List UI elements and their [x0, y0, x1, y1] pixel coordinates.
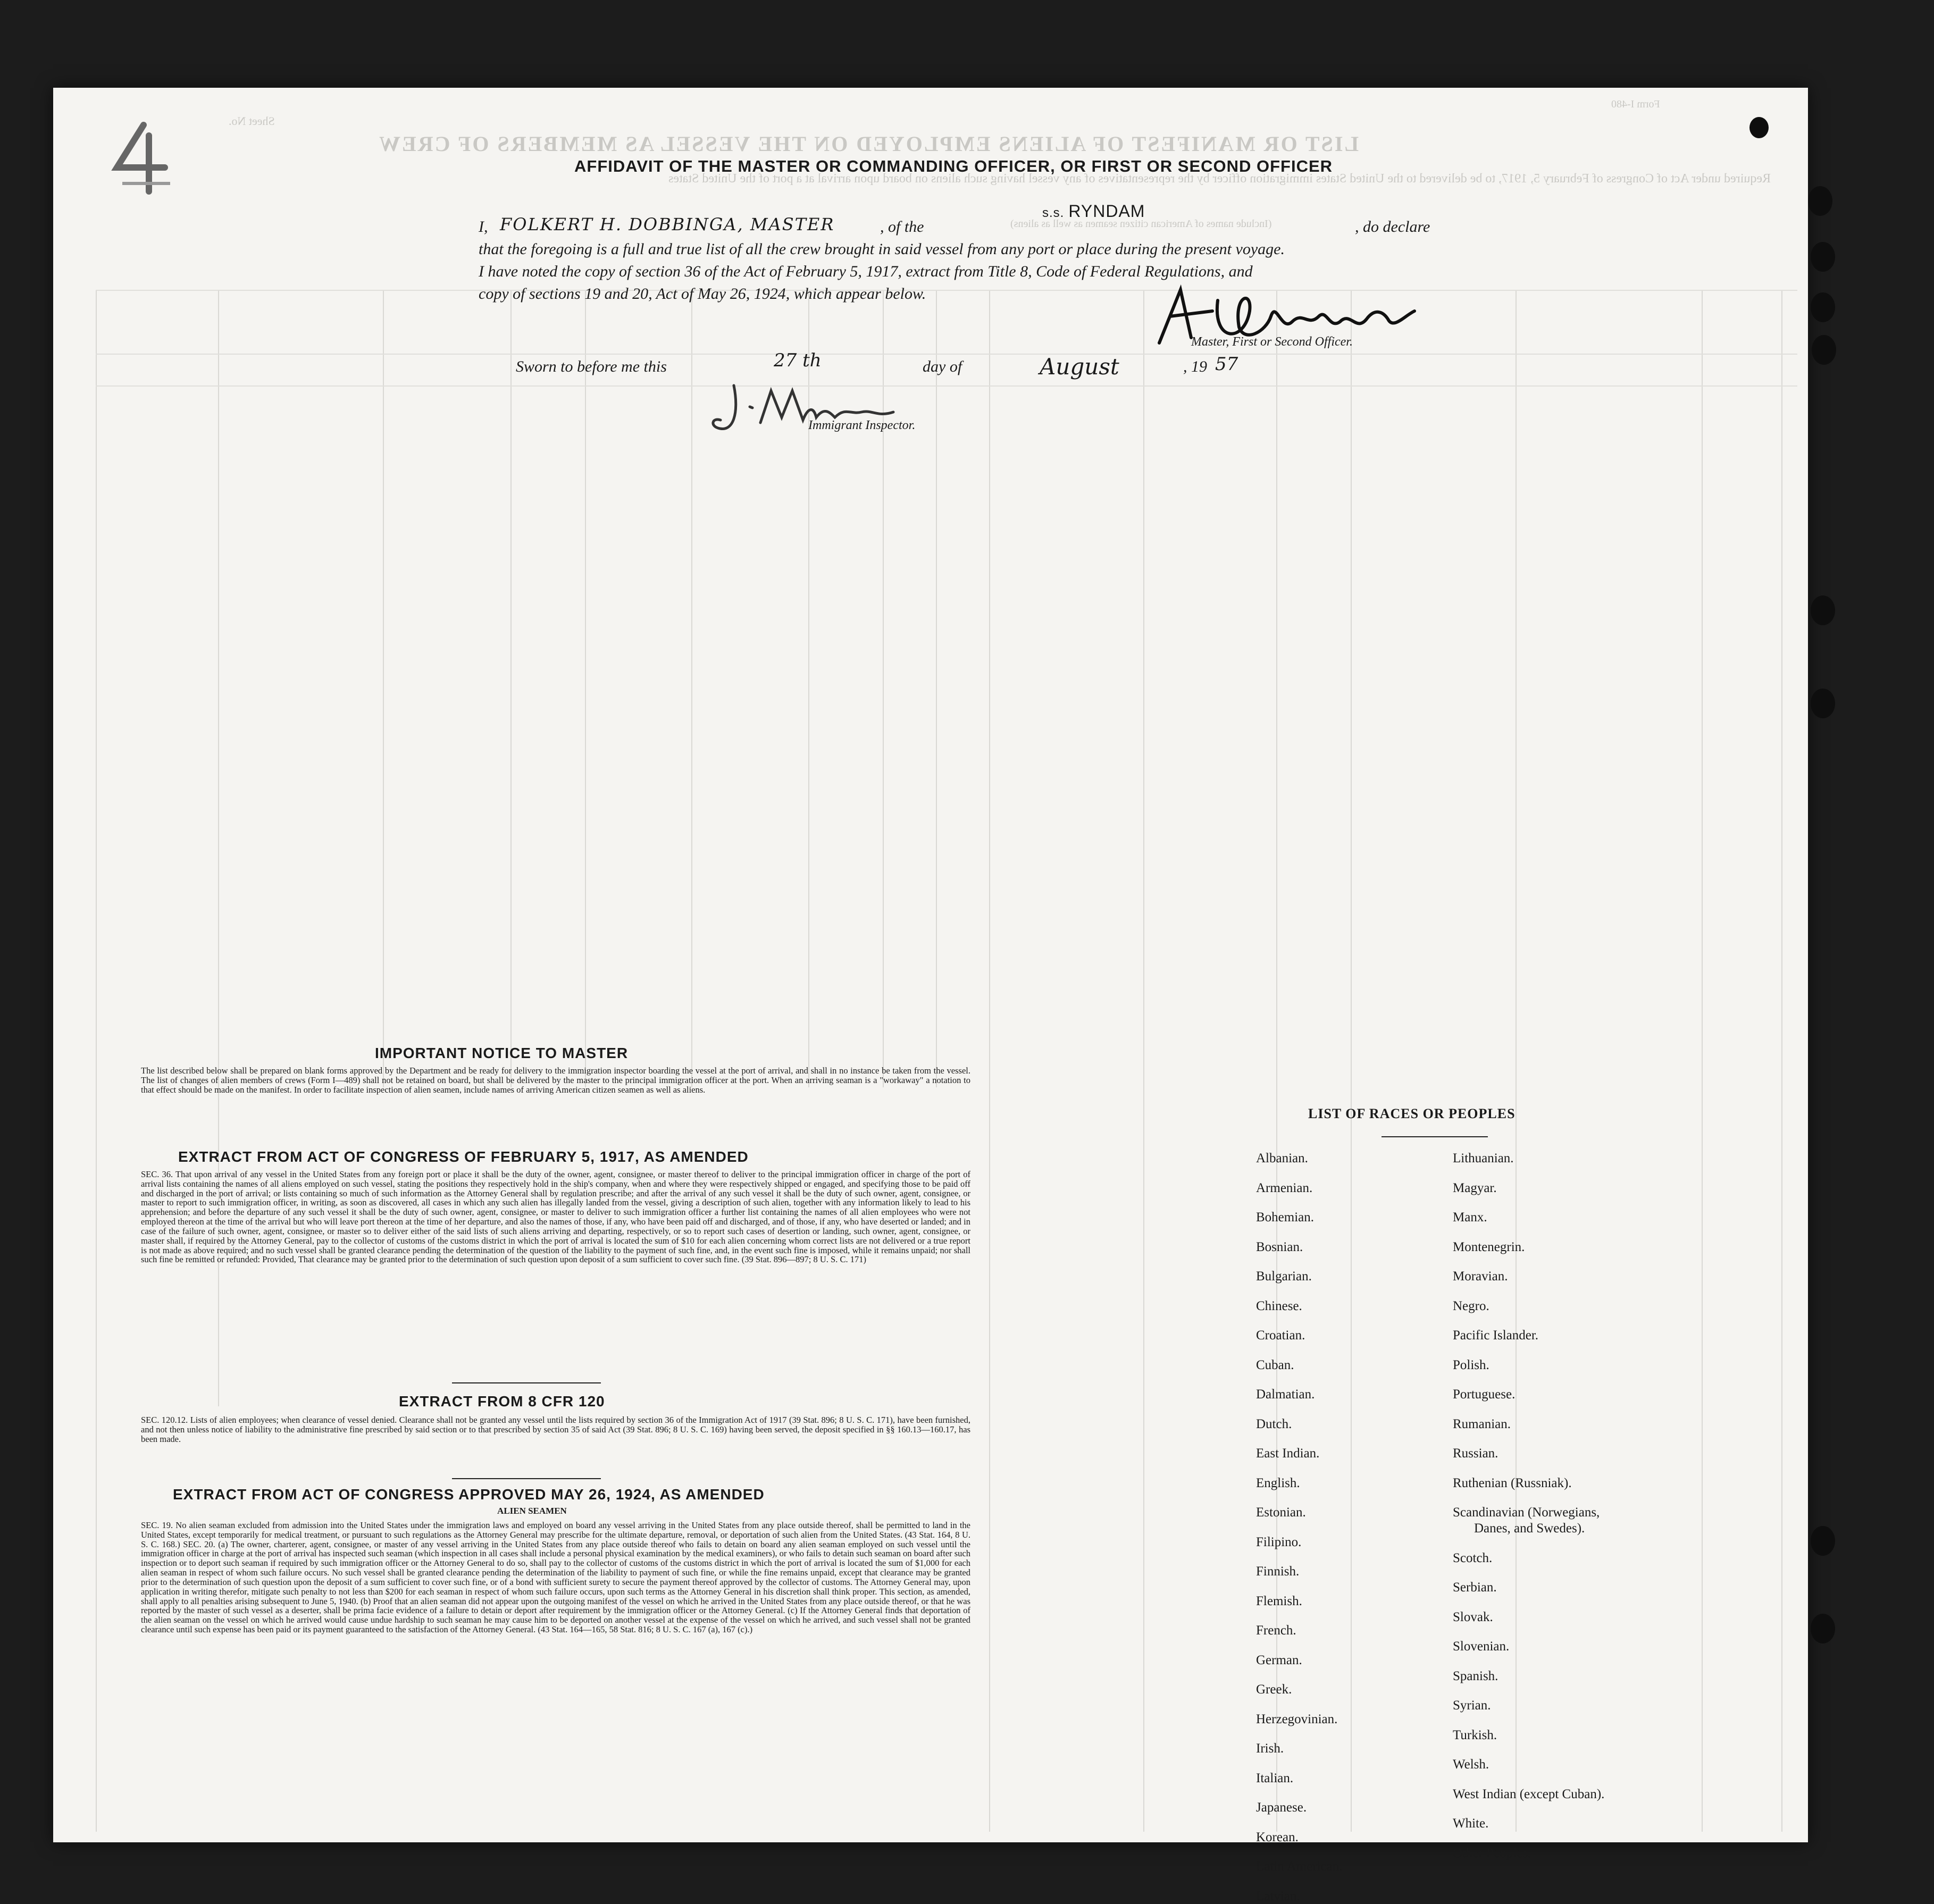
- binder-hole: [1811, 292, 1835, 322]
- race-item: Ruthenian (Russniak).: [1453, 1475, 1572, 1490]
- sworn-label: Sworn to before me this: [516, 358, 667, 375]
- race-item: Korean.: [1256, 1830, 1299, 1844]
- divider-rule: [452, 1478, 601, 1479]
- race-item: Magyar.: [1453, 1180, 1497, 1195]
- notice-title: IMPORTANT NOTICE TO MASTER: [375, 1045, 629, 1061]
- race-item: Flemish.: [1256, 1593, 1302, 1608]
- vessel-name-value: RYNDAM: [1068, 202, 1145, 221]
- extract-1924-subtitle: ALIEN SEAMEN: [497, 1506, 567, 1516]
- race-item: Latvian.: [1256, 1889, 1300, 1903]
- binder-hole: [1808, 186, 1832, 216]
- year-suffix: 57: [1215, 354, 1238, 375]
- vessel-name: [1042, 202, 1145, 221]
- race-item: Irish.: [1256, 1741, 1284, 1756]
- race-item: Slovenian.: [1453, 1639, 1510, 1654]
- manifest-sheet: [53, 88, 1808, 1903]
- race-item: Polish.: [1453, 1357, 1489, 1372]
- bleed-required-text: Required under Act of Congress of February 5, 1917, to be delivered to the United States immigration officer by the representatives of any vessel having such aliens on board upon arrival at a port of the United States: [668, 172, 1771, 186]
- race-item: Bulgarian.: [1256, 1269, 1312, 1284]
- race-item: Latin American.: [1256, 1859, 1343, 1874]
- race-item: Armenian.: [1256, 1180, 1313, 1195]
- affidavit-line1-pre: I,: [479, 218, 488, 236]
- extract-1917-title: EXTRACT FROM ACT OF CONGRESS OF FEBRUARY 5, 1917, AS AMENDED: [178, 1148, 749, 1165]
- race-item: Portuguese.: [1453, 1387, 1516, 1402]
- race-item: Welsh.: [1453, 1757, 1489, 1772]
- race-item: Pacific Islander.: [1453, 1328, 1539, 1343]
- race-item: Dutch.: [1256, 1416, 1292, 1431]
- affidavit-title: AFFIDAVIT OF THE MASTER OR COMMANDING OFFICER, OR FIRST OR SECOND OFFICER: [574, 157, 1333, 175]
- race-item: Montenegrin.: [1453, 1239, 1525, 1254]
- race-item: Danes, and Swedes).: [1474, 1521, 1585, 1536]
- race-item: Filipino.: [1256, 1534, 1302, 1549]
- race-item: Dalmatian.: [1256, 1387, 1315, 1402]
- race-item: Spanish.: [1453, 1668, 1498, 1683]
- bleed-sheet-no: Sheet No.: [229, 114, 275, 128]
- race-item: Negro.: [1453, 1298, 1489, 1313]
- divider-rule: [452, 1382, 601, 1383]
- master-caption: Master, First or Second Officer.: [1191, 335, 1353, 349]
- bleed-names-note: (Include names of American citizen seamen as well as aliens): [1010, 218, 1272, 230]
- binder-hole: [1811, 595, 1835, 625]
- race-item: West Indian (except Cuban).: [1453, 1786, 1605, 1801]
- race-item: Russian.: [1453, 1446, 1498, 1461]
- race-item: Slovak.: [1453, 1609, 1493, 1624]
- affidavit-line2: that the foregoing is a full and true list of all the crew brought in said vessel from any port or place during the present voyage.: [479, 240, 1285, 258]
- day-of-label: day of: [923, 358, 962, 375]
- extract-1924-body: SEC. 19. No alien seaman excluded from admission into the United States under the immigration laws and employed on board any vessel arriving in the United States from any place outside thereof, shall be permitted to land in the United States, except temporarily for medical treatment, or pursuant to such regulations as the Attorney General may prescribe for the ultimate departure, removal, or deportation of such alien from the United States. (43 Stat. 164, 8 U. S. C. 168.) SEC. 20. (a) The owner, charterer, agent, consignee, or master of any vessel arriving in the United States from any place outside thereof who fails to detain on board any alien seaman employed on such vessel until the immigration officer in charge at the port of arrival has inspected such seaman (which inspection in all cases shall include a personal physical examination by the medical examiners), or who fails to detain such seaman on board after such inspection or to deport such seaman if required by such immigration officer or the Attorney General to do so, shall pay to the collector of customs of the customs district in which the port of arrival is located the sum of $1,000 for each alien seaman in respect of whom such failure occurs. No such vessel shall be granted clearance pending the determination of the liability to payment of such fine, or while the fine remains unpaid, except that clearance may be granted prior to the determination of such question upon the deposit of a sum sufficient to cover such fine, or of a bond with sufficient surety to secure the payment thereof approved by the collector of customs. The Attorney General may, upon application in writing therefor, mitigate such penalty to not less than $200 for each seaman in respect of whom such failure occurs, upon such terms as the Attorney General in his discretion shall think proper. This section, as amended, shall apply to all penalties arising subsequent to June 5, 1940. (b) Proof that an alien seaman did not appear upon the outgoing manifest of the vessel on which he arrived in the United States from any place outside thereof, or that he was reported by the master of such vessel as a deserter, shall be prima facie evidence of a failure to detain or deport after requirement by the immigration officer or the Attorney General. (c) If the Attorney General finds that deportation of the alien seaman on the vessel on which he arrived would cause undue hardship to such seaman he may cause him to be deported on another vessel at the expense of the vessel on which he arrived, and such vessel shall not be granted clearance until such expense has been paid or its payment guaranteed to the satisfaction of the Attorney General. (43 Stat. 164—165, 58 Stat. 816; 8 U. S. C. 167 (a), 167 (c).): [141, 1520, 970, 1634]
- binder-hole: [1811, 689, 1835, 718]
- race-item: Manx.: [1453, 1210, 1487, 1224]
- binder-hole: [1749, 117, 1769, 138]
- race-item: Rumanian.: [1453, 1416, 1511, 1431]
- binder-hole: [1811, 1526, 1835, 1556]
- race-item: Albanian.: [1256, 1151, 1308, 1165]
- race-item: Serbian.: [1453, 1580, 1497, 1595]
- affidavit-line4: copy of sections 19 and 20, Act of May 26, 1924, which appear below.: [479, 285, 926, 303]
- year-prefix: , 19: [1183, 358, 1207, 375]
- affidavit-line3: I have noted the copy of section 36 of the Act of February 5, 1917, extract from Title 8, Code of Federal Regulations, and: [479, 263, 1253, 280]
- race-item: Cuban.: [1256, 1357, 1294, 1372]
- sworn-month: August: [1040, 354, 1119, 380]
- race-item: East Indian.: [1256, 1446, 1320, 1461]
- sheet-number-stamp: [106, 120, 175, 194]
- extract-cfr-body: SEC. 120.12. Lists of alien employees; when clearance of vessel denied. Clearance shall not be granted any vessel until the lists required by section 36 of the Immigration Act of 1917 (39 Stat. 896; 8 U. S. C. 171), have been furnished, and not then unless notice of liability to the administrative fine prescribed by said section or to that prescribed by section 35 of said Act (39 Stat. 896; 8 U. S. C. 169) having been served, the deposit specified in §§ 160.13—160.17, has been made.: [141, 1415, 970, 1444]
- race-item: Other Peoples.: [1453, 1846, 1531, 1860]
- race-item: White.: [1453, 1816, 1489, 1831]
- races-title-rule: [1382, 1136, 1488, 1137]
- bleed-form-no: Form I-480: [1611, 98, 1660, 110]
- race-item: Italian.: [1256, 1771, 1294, 1785]
- races-title: LIST OF RACES OR PEOPLES: [1308, 1106, 1516, 1121]
- master-name: FOLKERT H. DOBBINGA, MASTER: [500, 214, 835, 234]
- inspector-signature: [702, 375, 968, 444]
- race-item: Japanese.: [1256, 1800, 1307, 1815]
- bleed-list-title: LIST OR MANIFEST OF ALIENS EMPLOYED ON THE VESSEL AS MEMBERS OF CREW: [378, 132, 1359, 156]
- race-item: Moravian.: [1453, 1269, 1508, 1284]
- sworn-day: 27 th: [774, 350, 822, 371]
- race-item: French.: [1256, 1623, 1296, 1638]
- binder-hole: [1811, 1614, 1835, 1643]
- race-item: Bosnian.: [1256, 1239, 1303, 1254]
- race-item: Turkish.: [1453, 1727, 1497, 1742]
- race-item: German.: [1256, 1653, 1302, 1667]
- race-item: Bohemian.: [1256, 1210, 1315, 1224]
- race-item: Finnish.: [1256, 1564, 1300, 1579]
- race-item: Estonian.: [1256, 1505, 1306, 1520]
- race-item: Herzegovinian.: [1256, 1712, 1338, 1726]
- affidavit-line1-mid: , of the: [880, 218, 924, 236]
- race-item: Lithuanian.: [1453, 1151, 1514, 1165]
- inspector-caption: Immigrant Inspector.: [808, 418, 916, 432]
- extract-1917-body: SEC. 36. That upon arrival of any vessel in the United States from any foreign port or place it shall be the duty of the owner, agent, consignee, or master thereof to deliver to the principal immigration officer in charge of the port of arrival lists containing the names of all aliens employed on such vessel, stating the positions they respectively hold in the ship's company, when and where they were respectively shipped or engaged, and specifying those to be paid off and discharged in the port of arrival; or lists containing so much of such information as the Attorney General shall by regulation prescribe; and after the arrival of any such vessel it shall be the duty of such owner, agent, consignee, or master to report to such immigration officer, in writing, as soon as discovered, all cases in which any such alien has illegally landed from the vessel, giving a description of such alien, together with any information likely to lead to his apprehension; and before the departure of any such vessel it shall be the duty of such owner, agent, consignee, or master to deliver to such immigration officer a further list containing the names of all alien employees who were not employed thereon at the time of the arrival but who will leave port thereon at the time of her departure, and also the names of those, if any, who have been paid off and discharged, and of those, if any, who have deserted or landed; and in case of the failure of such owner, agent, consignee, or master so to deliver either of the said lists of such aliens arriving and departing, respectively, or so to report such cases of desertion or landing, such owner, agent, consignee, or master shall, if required by the Attorney General, pay to the collector of customs of the customs district in which the port of arrival is located the sum of $10 for each alien concerning whom correct lists are not delivered or a true report is not made as above required; and no such vessel shall be granted clearance pending the determination of the question of the liability to the payment of such fine, and, in the event such fine is imposed, while it remains unpaid; nor shall such fine be remitted or refunded: Provided, That clearance may be granted prior to the determination of such question upon deposit of a sum sufficient to cover such fine. (39 Stat. 896—897; 8 U. S. C. 171): [141, 1169, 970, 1265]
- extract-cfr-title: EXTRACT FROM 8 CFR 120: [399, 1393, 605, 1410]
- binder-hole: [1811, 242, 1835, 272]
- race-item: Scotch.: [1453, 1550, 1493, 1565]
- race-item: Scandinavian (Norwegians,: [1453, 1505, 1600, 1520]
- race-item: English.: [1256, 1475, 1300, 1490]
- binder-hole: [1812, 335, 1836, 365]
- race-item: Chinese.: [1256, 1298, 1302, 1313]
- affidavit-line1-post: , do declare: [1355, 218, 1430, 236]
- race-item: Syrian.: [1453, 1698, 1491, 1713]
- race-item: Croatian.: [1256, 1328, 1305, 1343]
- extract-1924-title: EXTRACT FROM ACT OF CONGRESS APPROVED MAY 26, 1924, AS AMENDED: [173, 1486, 765, 1503]
- race-item: Greek.: [1256, 1682, 1292, 1697]
- ss-prefix: s.s.: [1042, 206, 1065, 220]
- notice-body: The list described below shall be prepared on blank forms approved by the Department and be ready for delivery to the immigration inspector boarding the vessel at the port of arrival, and shall in no instance be taken from the vessel. The list of changes of alien members of crews (Form I—489) shall not be retained on board, but shall be delivered by the master to the principal immigration officer at the port. When an arriving seaman is a "workaway" a notation to that effect should be made on the manifest. In order to facilitate inspection of alien seamen, include names of arriving American citizen seamen as well as aliens.: [141, 1066, 970, 1095]
